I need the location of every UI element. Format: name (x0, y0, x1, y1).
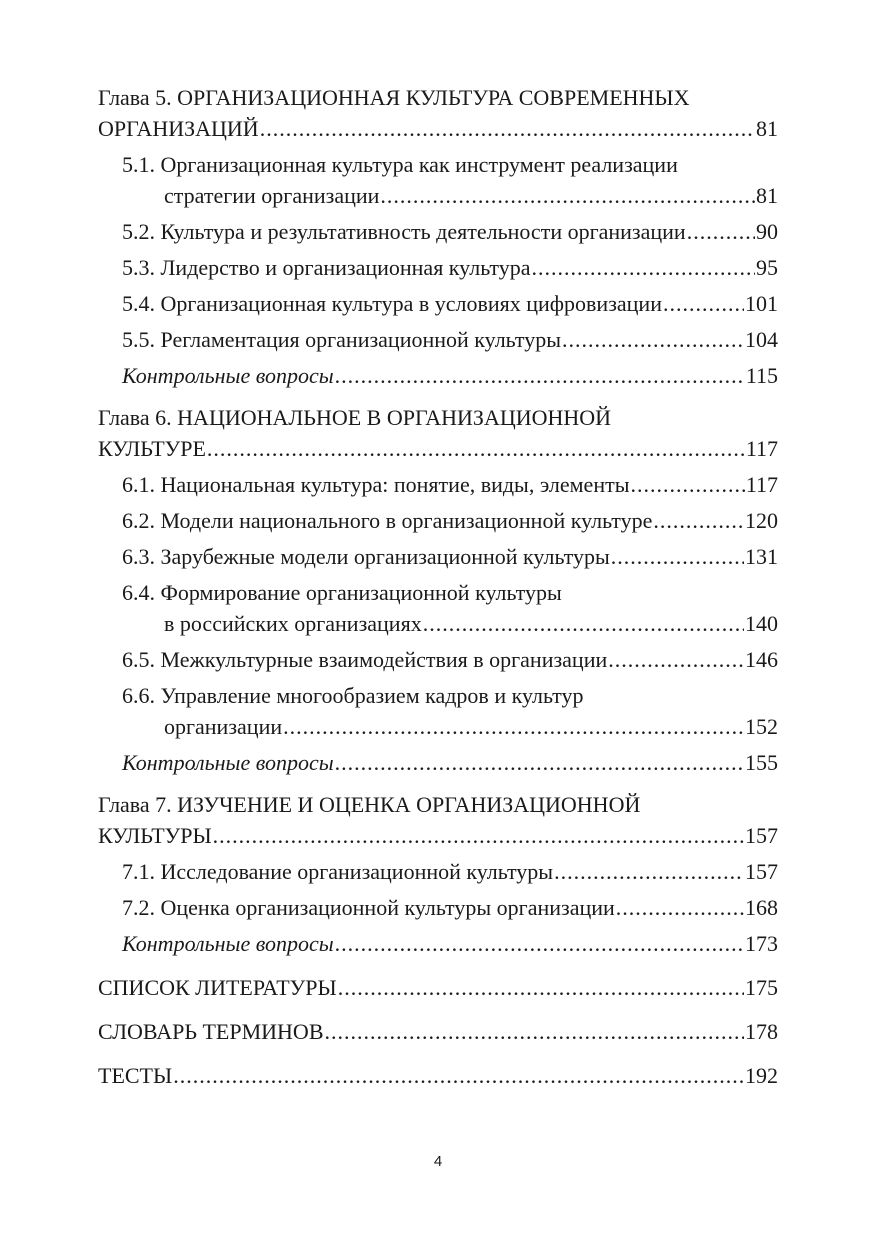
toc-entry-page: 140 (745, 611, 778, 636)
toc-entry-line (98, 972, 778, 1003)
toc-entry-section (98, 469, 778, 500)
toc-entry-title: в российских организациях (164, 611, 422, 636)
toc-entry-line (122, 505, 778, 536)
page-number: 4 (433, 1153, 443, 1170)
toc-entry-page: 117 (745, 436, 778, 461)
toc-entry-title: 5.3. Лидерство и организационная культура (122, 255, 531, 280)
dot-leader (335, 747, 744, 778)
toc-entry-page: 101 (745, 291, 778, 316)
toc-entry-topsec (98, 1016, 778, 1047)
toc-entry-line (122, 928, 778, 959)
toc-entry-page: 120 (745, 508, 778, 533)
dot-leader (611, 541, 744, 572)
toc-entry-page: 175 (745, 975, 778, 1000)
toc-entry-page: 178 (745, 1019, 778, 1044)
toc-entry-title-line1: 6.4. Формирование организационной культуры (122, 580, 562, 605)
toc-entry-title: 6.2. Модели национального в организационной культуре (122, 508, 653, 533)
toc-entry-page: 95 (756, 255, 778, 280)
toc-entry-title-line1: Глава 6. НАЦИОНАЛЬНОЕ В ОРГАНИЗАЦИОННОЙ (98, 405, 612, 430)
toc-entry-section (98, 324, 778, 355)
dot-leader (531, 252, 755, 283)
toc-entry-line (122, 216, 778, 247)
dot-leader (653, 505, 744, 536)
toc-entry-page: 155 (745, 750, 778, 775)
toc-entry-page: 146 (745, 647, 778, 672)
toc-entry-title: 6.3. Зарубежные модели организационной культуры (122, 544, 610, 569)
toc-entry-page: 117 (745, 472, 778, 497)
toc-entry-title-line1: Глава 5. ОРГАНИЗАЦИОННАЯ КУЛЬТУРА СОВРЕМЕННЫХ (98, 85, 690, 110)
toc-entry-section (98, 149, 778, 211)
toc-entry-line (98, 433, 778, 464)
toc-entry-title: стратегии организации (164, 183, 380, 208)
toc-entry-page: 115 (745, 363, 778, 388)
toc-entry-title: СПИСОК ЛИТЕРАТУРЫ (98, 975, 337, 1000)
toc-entry-line (122, 747, 778, 778)
dot-leader (335, 928, 744, 959)
toc-entry-section (98, 856, 778, 887)
dot-leader (616, 892, 744, 923)
dot-leader (630, 469, 744, 500)
dot-leader (260, 113, 755, 144)
toc-entry-line (98, 1060, 778, 1091)
toc-entry-line (122, 252, 778, 283)
toc-entry-section (98, 577, 778, 639)
toc-entry-section (98, 288, 778, 319)
toc-entry-line (122, 180, 778, 211)
toc-entry-line (122, 541, 778, 572)
toc-entry-line (98, 113, 778, 144)
toc-entry-line (98, 820, 778, 851)
dot-leader (173, 1060, 744, 1091)
dot-leader (562, 324, 744, 355)
toc-entry-title-line1: Глава 7. ИЗУЧЕНИЕ И ОЦЕНКА ОРГАНИЗАЦИОННОЙ (98, 792, 641, 817)
dot-leader (335, 360, 745, 391)
toc-entry-page: 104 (745, 327, 778, 352)
toc-entry-section (98, 216, 778, 247)
toc-entry-title: Контрольные вопросы (122, 931, 334, 956)
toc-entry-line (122, 856, 778, 887)
toc-entry-page: 152 (745, 714, 778, 739)
dot-leader (207, 433, 745, 464)
toc-entry-title: Контрольные вопросы (122, 363, 334, 388)
table-of-contents (98, 82, 778, 1091)
toc-entry-question (98, 360, 778, 391)
dot-leader (663, 288, 744, 319)
toc-entry-title: 7.1. Исследование организационной культуры (122, 859, 554, 884)
toc-entry-title: КУЛЬТУРЫ (98, 823, 212, 848)
toc-entry-title: Контрольные вопросы (122, 750, 334, 775)
dot-leader (608, 644, 744, 675)
toc-entry-title: 5.4. Организационная культура в условиях цифровизации (122, 291, 662, 316)
toc-entry-section (98, 541, 778, 572)
toc-entry-title: 5.5. Регламентация организационной культуры (122, 327, 561, 352)
dot-leader (213, 820, 744, 851)
toc-entry-page: 90 (756, 219, 778, 244)
toc-entry-page: 81 (756, 116, 778, 141)
toc-entry-title-line1: 5.1. Организационная культура как инструмент реализации (122, 152, 678, 177)
dot-leader (338, 972, 744, 1003)
toc-entry-page: 81 (756, 183, 778, 208)
toc-entry-question (98, 928, 778, 959)
toc-entry-section (98, 680, 778, 742)
dot-leader (554, 856, 744, 887)
toc-entry-section (98, 252, 778, 283)
toc-entry-chapter (98, 402, 778, 464)
toc-entry-question (98, 747, 778, 778)
toc-entry-chapter (98, 789, 778, 851)
toc-entry-chapter (98, 82, 778, 144)
toc-entry-page: 168 (745, 895, 778, 920)
toc-entry-line (122, 324, 778, 355)
toc-entry-title: 5.2. Культура и результативность деятельности организации (122, 219, 686, 244)
toc-entry-line (122, 892, 778, 923)
dot-leader (325, 1016, 745, 1047)
toc-entry-line (122, 469, 778, 500)
toc-entry-section (98, 644, 778, 675)
toc-entry-title: ТЕСТЫ (98, 1063, 173, 1088)
toc-entry-line (122, 608, 778, 639)
toc-entry-topsec (98, 1060, 778, 1091)
toc-entry-line (122, 288, 778, 319)
toc-entry-title: КУЛЬТУРЕ (98, 436, 206, 461)
toc-entry-line (122, 711, 778, 742)
toc-entry-title: 6.1. Национальная культура: понятие, виды, элементы (122, 472, 630, 497)
toc-entry-section (98, 892, 778, 923)
toc-entry-page: 192 (745, 1063, 778, 1088)
toc-entry-title: ОРГАНИЗАЦИЙ (98, 116, 259, 141)
dot-leader (283, 711, 744, 742)
toc-entry-line (122, 644, 778, 675)
toc-entry-page: 131 (745, 544, 778, 569)
toc-entry-page: 173 (745, 931, 778, 956)
toc-entry-page: 157 (745, 823, 778, 848)
toc-entry-title: организации (164, 714, 283, 739)
toc-entry-section (98, 505, 778, 536)
toc-entry-title-line1: 6.6. Управление многообразием кадров и культур (122, 683, 584, 708)
toc-entry-title: 7.2. Оценка организационной культуры организации (122, 895, 615, 920)
toc-entry-line (122, 360, 778, 391)
toc-entry-line (98, 1016, 778, 1047)
dot-leader (380, 180, 755, 211)
toc-entry-topsec (98, 972, 778, 1003)
toc-entry-page: 157 (745, 859, 778, 884)
dot-leader (687, 216, 755, 247)
toc-entry-title: 6.5. Межкультурные взаимодействия в организации (122, 647, 608, 672)
toc-entry-title: СЛОВАРЬ ТЕРМИНОВ (98, 1019, 324, 1044)
dot-leader (423, 608, 744, 639)
